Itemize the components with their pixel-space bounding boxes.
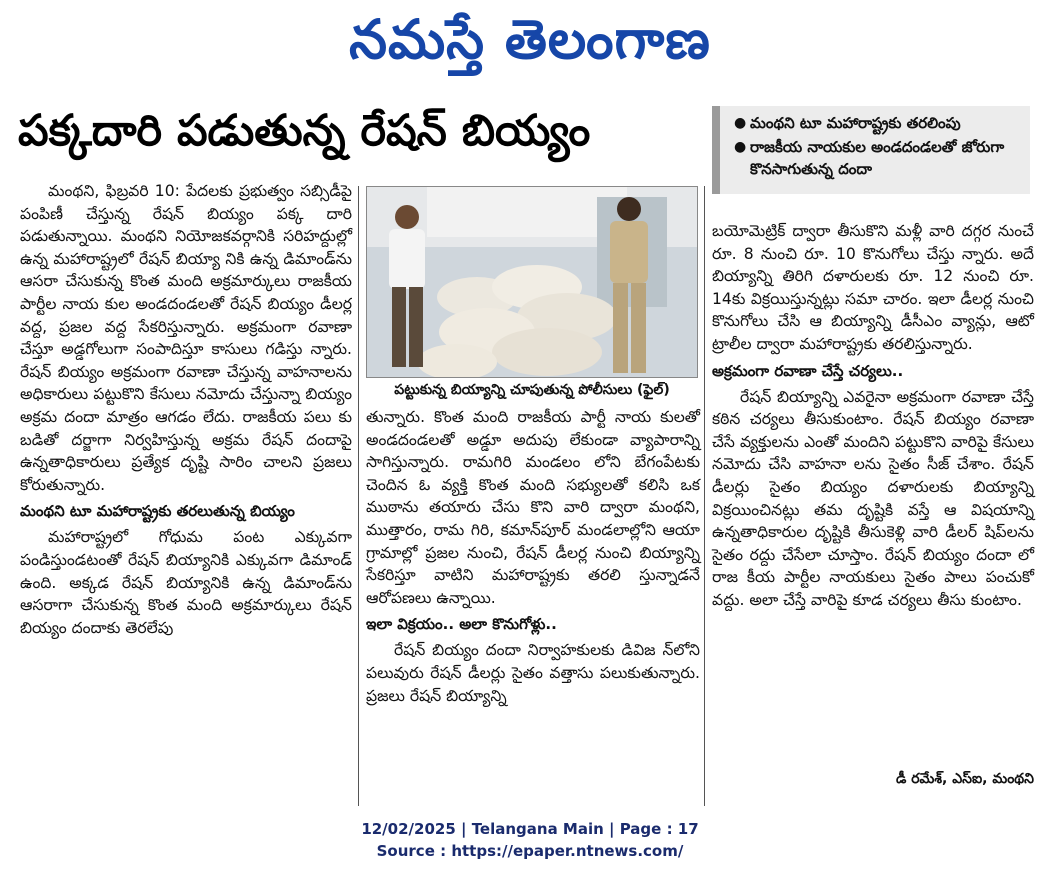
article-column-2	[366, 406, 700, 707]
paragraph: తున్నారు. కొంత మంది రాజకీయ పార్టీ నాయ కులతో అండదండలతో అడ్డూ అదుపు లేకుండా వ్యాపారాన్ని సాగిస్తున్నారు. రామగిరి మండలం లోని బేగంపేటకు చెందిన ఓ వ్యక్తి కొంత మంది సభ్యులతో కలిసి ఒక ముఠాను తయారు చేసు కొని వారి ద్వారా మంథని, ముత్తారం, రామ గిరి, కమాన్‌పూర్ మండలాల్లోని ఆయా గ్రామాల్లో ప్రజల నుంచి, రేషన్ డీలర్ల నుంచి బియ్యాన్ని సేకరిస్తూ వాటిని మహారాష్ట్రకు తరలి స్తున్నాడనే ఆరోపణలు ఉన్నాయి.	[366, 408, 700, 607]
news-photo	[366, 186, 698, 378]
byline: డీ రమేశ్, ఎస్ఐ, మంథని	[895, 771, 1034, 787]
highlight-text: రాజకీయ నాయకుల అండదండలతో జోరుగా కొనసాగుతున్న దందా	[750, 138, 1005, 178]
article-column-1	[20, 180, 352, 639]
rice-bags-photo	[367, 187, 697, 377]
newspaper-masthead: నమస్తే తెలంగాణ	[349, 8, 711, 71]
footer-date-page: 12/02/2025 | Telangana Main | Page : 17	[361, 820, 699, 838]
footer-source: Source : https://epaper.ntnews.com/	[376, 842, 684, 860]
photo-caption: పట్టుకున్న బియ్యాన్ని చూపుతున్న పోలీసులు (ఫైల్)	[394, 382, 670, 398]
highlights-box	[712, 106, 1030, 194]
article-column-3	[712, 220, 1034, 612]
highlight-text: మంథని టూ మహారాష్ట్రకు తరలింపు	[750, 114, 961, 132]
article-headline: పక్కదారి పడుతున్న రేషన్ బియ్యం	[18, 106, 591, 156]
column-divider	[704, 186, 705, 806]
highlight-item	[734, 112, 1022, 134]
paragraph: రేషన్ బియ్యం దందా నిర్వాహకులకు డివిజ న్‌లోని పలువురు రేషన్ డీలర్లు సైతం వత్తాసు పలుకుతున్నారు. ప్రజలు రేషన్ బియ్యాన్ని	[366, 641, 700, 705]
subheading: మంథని టూ మహారాష్ట్రకు తరలుతున్న బియ్యం	[20, 502, 295, 521]
paragraph: బయోమెట్రిక్ ద్వారా తీసుకొని మళ్లీ వారి దగ్గర నుంచే రూ. 8 నుంచి రూ. 10 కొనుగోలు చేస్తు న్నారు. అదే బియ్యాన్ని తిరిగి దళారులకు రూ. 12 నుంచి రూ. 14కు విక్రయిస్తున్నట్లు సమా చారం. ఇలా డీలర్ల నుంచి కొనుగోలు చేసి ఆ బియ్యాన్ని డీసీఎం వ్యాన్లు, ఆటో ట్రాలీల ద్వారా మహారాష్ట్రకు తరలిస్తున్నారు.	[712, 222, 1034, 353]
subheading: అక్రమంగా రవాణా చేస్తే చర్యలు..	[712, 361, 904, 380]
paragraph: మంథని, ఫిబ్రవరి 10: పేదలకు ప్రభుత్వం సబ్సిడీపై పంపిణీ చేస్తున్న రేషన్ బియ్యం పక్క దారి పడుతున్నాయి. మంథని నియోజకవర్గానికి సరిహద్దుల్లో ఉన్న మహారాష్ట్రలో రేషన్ బియ్యా నికి ఉన్న డిమాండ్‌ను ఆసరా చేసుకున్న కొంత మంది అక్రమార్కులు రాజకీయ పార్టీల నాయ కుల అండదండలతో రేషన్ బియ్యం డీలర్ల వద్ద, ప్రజల వద్ద సేకరిస్తున్నారు. అక్రమంగా రవాణా చేస్తూ అడ్డగోలుగా సంపాదిస్తూ కాసులు గడిస్తు న్నారు. రేషన్ బియ్యం అక్రమంగా రవాణా చేస్తున్న వాహనాలను అధికారులు పట్టుకొని కేసులు నమోదు చేస్తున్నా బియ్యం అక్రమ దందా మాత్రం ఆగడం లేదు. రాజకీయ పలు కు బడితో దర్జాగా నిర్వహిస్తున్న అక్రమ రేషన్ దందాపై ఉన్నతాధికారులు ప్రత్యేక దృష్టి సారిం చాలని ప్రజలు కోరుతున్నారు.	[20, 182, 352, 494]
bullet-icon: ●	[734, 115, 747, 131]
bullet-icon: ●	[734, 139, 747, 155]
column-divider	[358, 186, 359, 806]
paragraph: మహారాష్ట్రలో గోధుమ పంట ఎక్కువగా పండిస్తుండటంతో రేషన్ బియ్యానికి ఎక్కువగా డిమాండ్ ఉంది. అక్కడ రేషన్ బియ్యానికి ఉన్న డిమాండ్‌ను ఆసరాగా చేసుకున్న కొంత మంది అక్రమార్కులు రేషన్ బియ్యం దందాకు తెరలేపు	[20, 528, 352, 637]
highlight-item	[734, 136, 1022, 180]
paragraph: రేషన్ బియ్యాన్ని ఎవరైనా అక్రమంగా రవాణా చేస్తే కఠిన చర్యలు తీసుకుంటాం. రేషన్ బియ్యం రవాణా చేసే వ్యక్తులను ఎంతో మందిని పట్టుకొని వారిపై కేసులు నమోదు చేసి వాహనా లను సైతం సీజ్ చేశాం. రేషన్ డీలర్లు సైతం బియ్యం దళారులకు బియ్యాన్ని విక్రయించినట్లు తమ దృష్టికి వస్తే ఆ విషయాన్ని ఉన్నతాధికారుల దృష్టికి తీసుకెళ్లి వారి డీలర్ షిప్‌లను సైతం రద్దు చేసేలా చూస్తాం. రేషన్ బియ్యం దందా లో రాజ కీయ పార్టీల నాయకులు సైతం పాలు పంచుకో వద్దు. అలా చేస్తే వారిపై కూడ చర్యలు తీసు కుంటాం.	[712, 387, 1034, 609]
subheading: ఇలా విక్రయం.. అలా కొనుగోళ్లు..	[366, 615, 557, 634]
